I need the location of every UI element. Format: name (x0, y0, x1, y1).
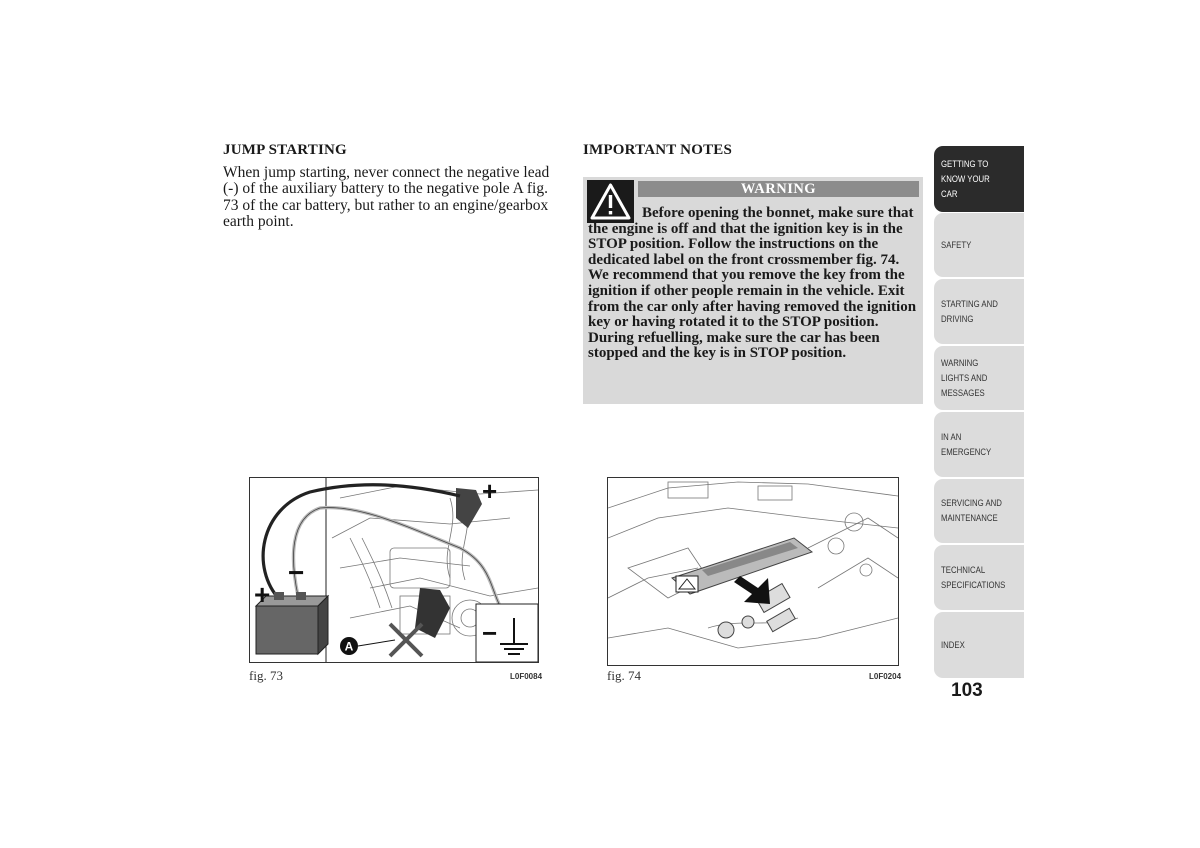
figure-74-code: L0F0204 (869, 672, 902, 681)
callout-a: A (344, 639, 354, 654)
warning-box (583, 177, 923, 404)
side-tab-label: WARNING LIGHTS AND MESSAGES (941, 357, 988, 399)
side-tab-label: INDEX (941, 639, 965, 651)
engine-plus-label: + (482, 478, 498, 506)
side-tab-label: SERVICING AND MAINTENANCE (941, 498, 1002, 524)
battery-plus-label: + (254, 579, 271, 610)
side-tab-starting-and-driving[interactable] (934, 279, 1024, 344)
side-tab-safety[interactable] (934, 213, 1024, 277)
battery-minus-label: − (288, 557, 305, 588)
page-number: 103 (951, 680, 983, 701)
side-tab-index[interactable] (934, 612, 1024, 678)
figure-74-crossmember-label-illustration (607, 477, 899, 666)
warning-text: Before opening the bonnet, make sure that the engine is off and that the ignition key is in the STOP position. Follow the instructions on the dedicated label on the front crossmember fig. 74. We recommend that you remove the key from the ignition if other people remain in the vehicle. Exit from the car only after having removed the ignition key or having rotated it to the STOP position. During refuelling, make sure the car has been stopped and the key is in STOP position. (588, 205, 917, 362)
side-tab-warning-lights-and-messages[interactable] (934, 346, 1024, 410)
warning-title: WARNING (638, 181, 919, 197)
side-tab-in-an-emergency[interactable] (934, 412, 1024, 477)
side-tab-technical-specifications[interactable] (934, 545, 1024, 610)
jump-starting-paragraph: When jump starting, never connect the negative lead (-) of the auxiliary battery to the negative pole A fig. 73 of the car battery, but rather to an engine/gearbox earth point. (223, 164, 550, 230)
side-tab-label: SAFETY (941, 239, 972, 251)
side-tab-servicing-and-maintenance[interactable] (934, 479, 1024, 543)
figure-73-caption: fig. 73 (249, 668, 283, 683)
side-tab-getting-to-know-your-car[interactable] (934, 146, 1024, 212)
ground-minus-label: − (482, 618, 498, 648)
figure-73-code: L0F0084 (510, 672, 543, 681)
side-tab-label: IN AN EMERGENCY (941, 431, 992, 458)
section-heading-jump-starting: JUMP STARTING (223, 142, 347, 158)
side-tab-label: GETTING TO KNOW YOUR CAR (941, 158, 990, 200)
side-tab-label: TECHNICAL SPECIFICATIONS (941, 564, 1006, 591)
figure-73-jump-start-illustration (249, 477, 539, 663)
side-tab-label: STARTING AND DRIVING (941, 298, 998, 325)
section-heading-important-notes: IMPORTANT NOTES (583, 142, 733, 158)
figure-74-caption: fig. 74 (607, 668, 641, 683)
